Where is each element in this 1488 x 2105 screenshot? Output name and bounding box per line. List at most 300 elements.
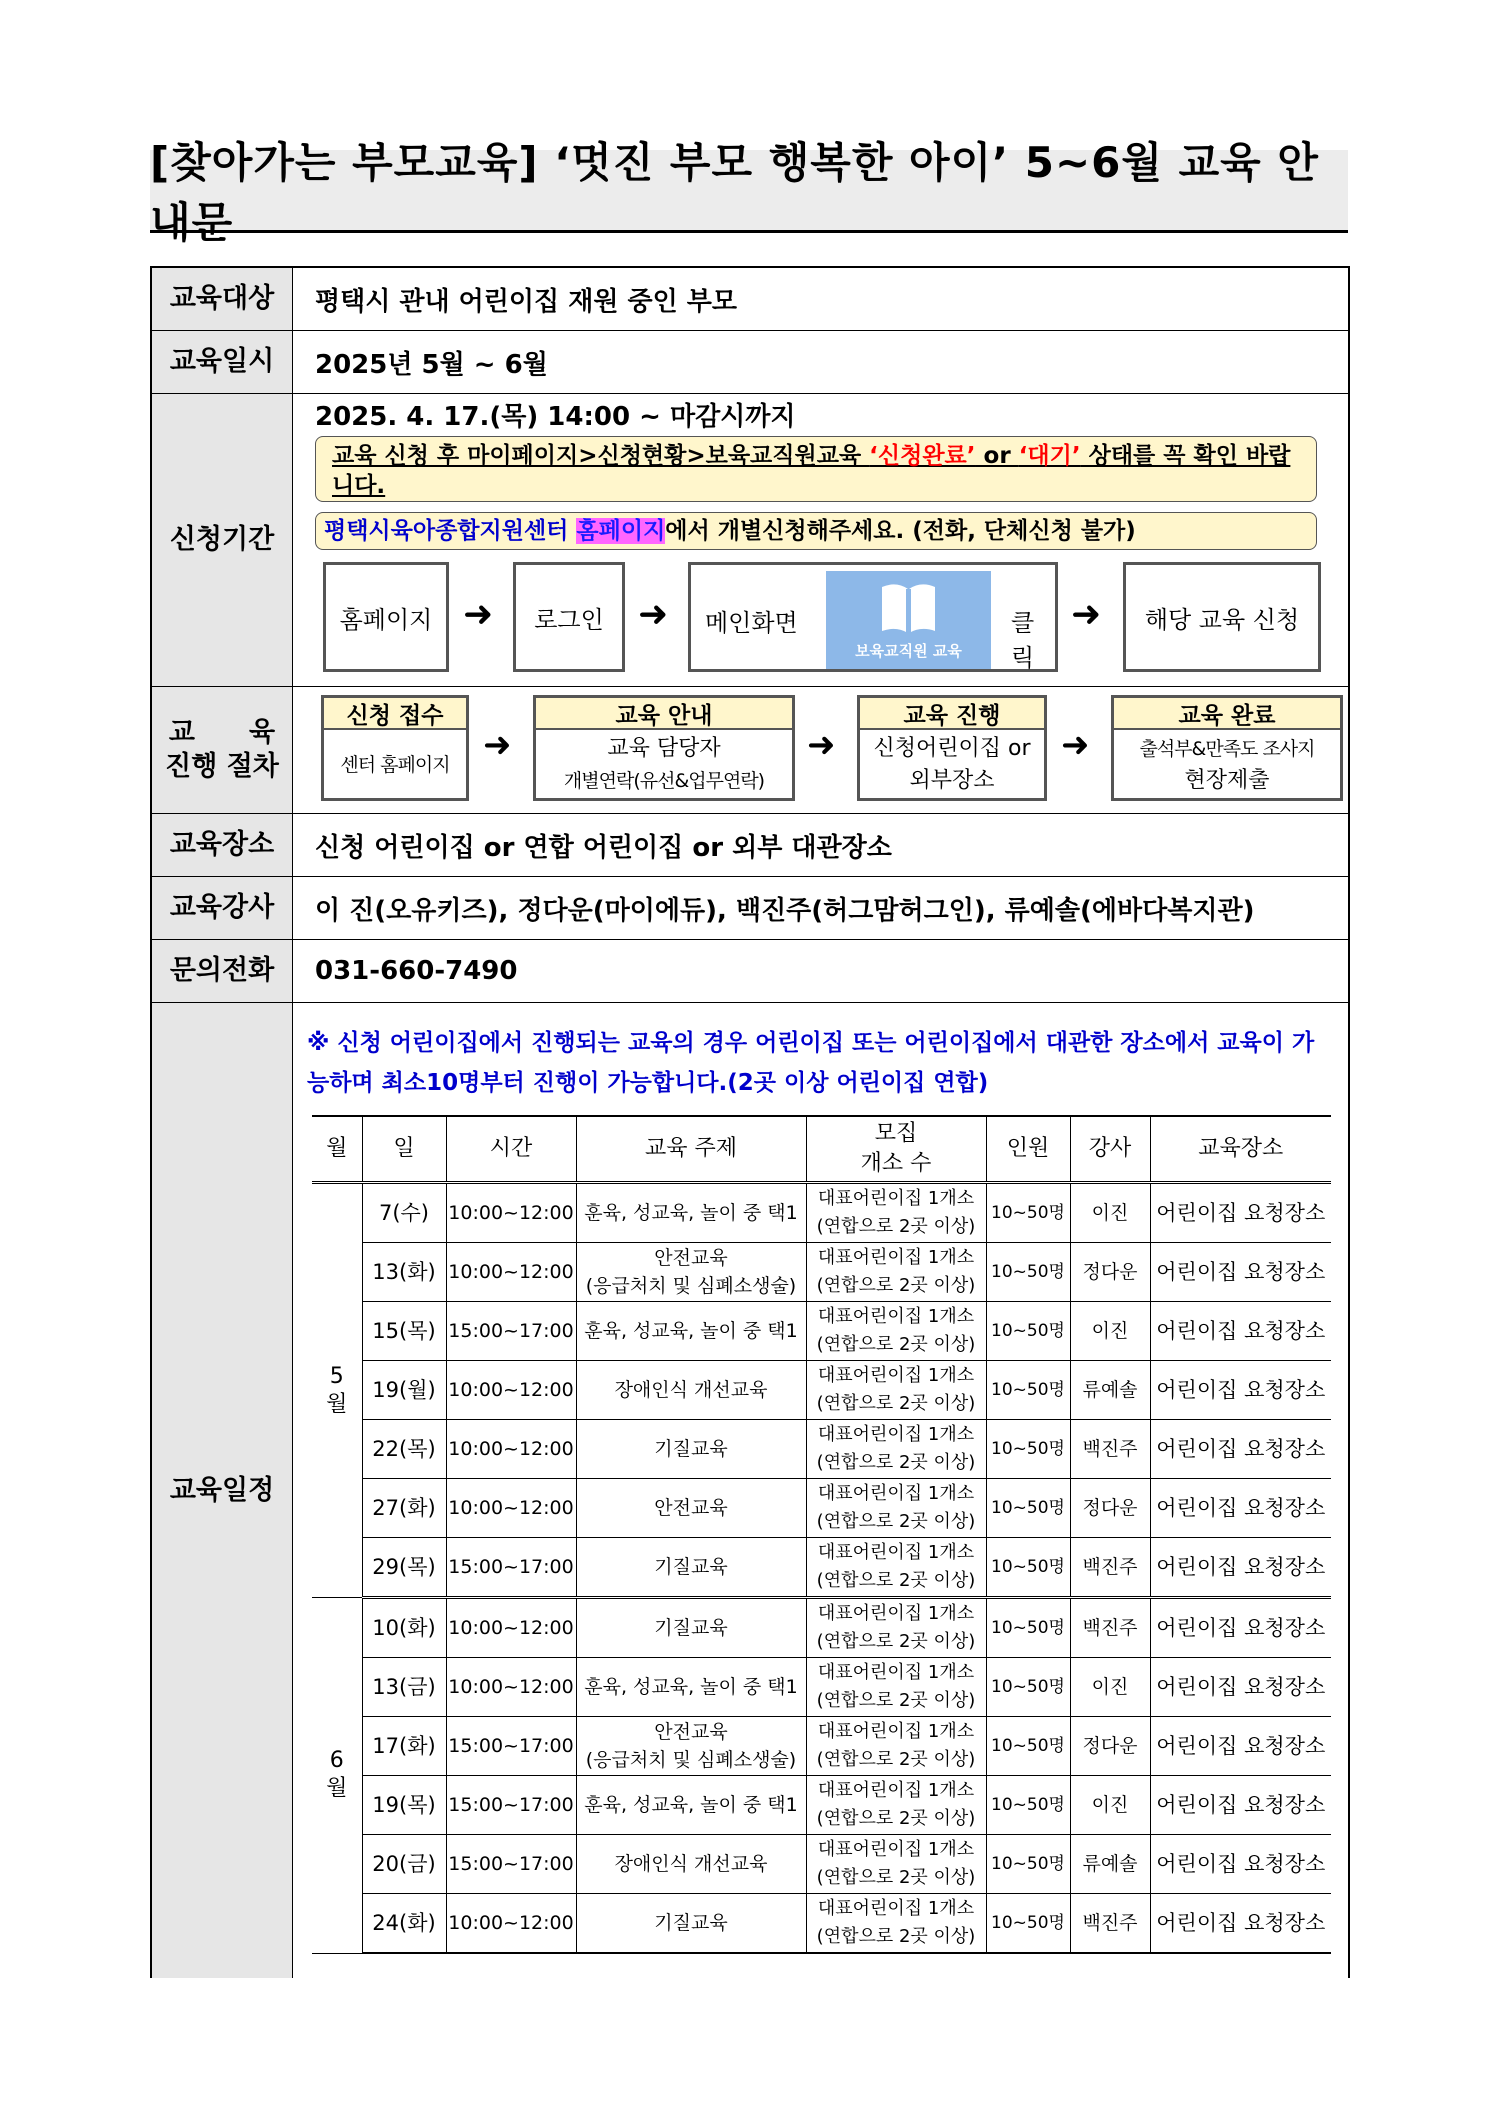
schedule-note: ※ 신청 어린이집에서 진행되는 교육의 경우 어린이집 또는 어린이집에서 대관한 장소에서 교육이 가능하며 최소10명부터 진행이 가능합니다.(2곳 이상 어린이집 연합) <box>307 1030 1315 1096</box>
schedule-row <box>312 1479 1331 1538</box>
notice-check-status <box>315 436 1317 502</box>
process-content <box>293 687 1348 813</box>
cell-time <box>446 1302 576 1361</box>
row-teacher <box>152 877 1348 940</box>
cell-recruit-text: (연합으로 2곳 이상) <box>816 1570 976 1591</box>
schedule-row <box>312 1183 1331 1243</box>
notice-individual-apply <box>315 512 1317 550</box>
cell-topic <box>576 1717 806 1776</box>
label-phone: 문의전화 <box>152 940 293 1002</box>
label-apply: 신청기간 <box>152 394 293 686</box>
cell-teacher-text: 이진 <box>1091 1794 1129 1816</box>
cell-day-text: 27(화) <box>372 1496 436 1520</box>
cell-topic-text: 기질교육 <box>654 1438 728 1460</box>
cell-people <box>986 1420 1070 1479</box>
cell-place-text: 어린이집 요청장소 <box>1156 1911 1326 1935</box>
arrow-right-icon: ➜ <box>463 594 494 635</box>
cell-people-text: 10~50명 <box>991 1321 1065 1341</box>
cell-teacher-text: 이진 <box>1091 1676 1129 1698</box>
cell-place <box>1150 1717 1331 1776</box>
cell-teacher-text: 백진주 <box>1082 1556 1138 1578</box>
cell-day-text: 19(월) <box>372 1378 436 1402</box>
cell-place-text: 어린이집 요청장소 <box>1156 1201 1326 1225</box>
cell-place <box>1150 1420 1331 1479</box>
cell-topic-text: 기질교육 <box>654 1556 728 1578</box>
header-recruit-line2: 개소 수 <box>860 1151 932 1176</box>
cell-recruit-text: (연합으로 2곳 이상) <box>816 1926 976 1947</box>
cell-recruit-text: 대표어린이집 1개소 <box>817 1306 975 1327</box>
process-step-3 <box>857 695 1047 801</box>
header-topic: 교육 주제 <box>576 1116 806 1183</box>
cell-day <box>362 1243 446 1302</box>
cell-teacher <box>1070 1479 1150 1538</box>
process-step-1 <box>321 695 469 801</box>
process-step-4-title: 교육 완료 <box>1114 698 1340 730</box>
cell-people <box>986 1361 1070 1420</box>
cell-topic-text: 안전교육 <box>654 1247 728 1269</box>
label-schedule: 교육일정 <box>152 1003 293 1978</box>
month-may <box>312 1183 362 1598</box>
step-apply-course <box>1123 562 1321 672</box>
cell-recruit <box>806 1183 986 1243</box>
cell-teacher-text: 정다운 <box>1082 1497 1138 1519</box>
cell-place <box>1150 1894 1331 1954</box>
title-text: [찾아가는 부모교육] ‘멋진 부모 행복한 아이’ 5~6월 교육 안내문 <box>150 138 1319 247</box>
process-step-1-title: 신청 접수 <box>324 698 466 730</box>
cell-teacher <box>1070 1894 1150 1954</box>
cell-people-text: 10~50명 <box>991 1677 1065 1697</box>
label-date: 교육일시 <box>152 331 293 393</box>
row-place <box>152 814 1348 877</box>
arrow-right-icon: ➜ <box>638 594 669 635</box>
cell-time-text: 15:00~17:00 <box>448 1794 574 1816</box>
cell-place-text: 어린이집 요청장소 <box>1156 1852 1326 1876</box>
cell-day <box>362 1598 446 1658</box>
cell-day-text: 19(목) <box>372 1793 436 1817</box>
schedule-row <box>312 1835 1331 1894</box>
cell-time <box>446 1479 576 1538</box>
cell-people <box>986 1776 1070 1835</box>
cell-people <box>986 1479 1070 1538</box>
header-teacher: 강사 <box>1070 1116 1150 1183</box>
step-login <box>513 562 625 672</box>
row-process <box>152 687 1348 814</box>
cell-place-text: 어린이집 요청장소 <box>1156 1437 1326 1461</box>
cell-place-text: 어린이집 요청장소 <box>1156 1319 1326 1343</box>
cell-people <box>986 1183 1070 1243</box>
cell-people-text: 10~50명 <box>991 1913 1065 1933</box>
cell-recruit-text: 대표어린이집 1개소 <box>817 1247 975 1268</box>
cell-recruit <box>806 1894 986 1954</box>
cell-recruit <box>806 1479 986 1538</box>
info-table <box>150 266 1350 1978</box>
cell-recruit <box>806 1538 986 1598</box>
cell-topic <box>576 1479 806 1538</box>
process-step-2-title: 교육 안내 <box>536 698 792 730</box>
cell-recruit <box>806 1243 986 1302</box>
cell-recruit-text: (연합으로 2곳 이상) <box>816 1867 976 1888</box>
cell-teacher <box>1070 1538 1150 1598</box>
cell-recruit-text: (연합으로 2곳 이상) <box>816 1690 976 1711</box>
cell-place <box>1150 1776 1331 1835</box>
header-day: 일 <box>362 1116 446 1183</box>
cell-teacher-text: 정다운 <box>1082 1735 1138 1757</box>
cell-day-text: 15(목) <box>372 1319 436 1343</box>
cell-day-text: 7(수) <box>378 1201 430 1225</box>
cell-place <box>1150 1538 1331 1598</box>
cell-day <box>362 1420 446 1479</box>
cell-people <box>986 1243 1070 1302</box>
cell-topic <box>576 1183 806 1243</box>
cell-time-text: 15:00~17:00 <box>448 1735 574 1757</box>
schedule-row <box>312 1776 1331 1835</box>
value-target: 평택시 관내 어린이집 재원 중인 부모 <box>315 286 737 317</box>
cell-topic-text: 안전교육 <box>654 1721 728 1743</box>
cell-recruit-text: (연합으로 2곳 이상) <box>816 1808 976 1829</box>
cell-topic-text: 장애인식 개선교육 <box>614 1379 768 1401</box>
cell-recruit-text: 대표어린이집 1개소 <box>817 1188 975 1209</box>
cell-time-text: 10:00~12:00 <box>448 1379 574 1401</box>
cell-place <box>1150 1302 1331 1361</box>
notice-text-post: 상태를 꼭 확인 바랍니다. <box>332 443 1291 499</box>
process-step-2-line1: 교육 담당자 <box>607 736 721 761</box>
schedule-content <box>293 1003 1349 1978</box>
header-people: 인원 <box>986 1116 1070 1183</box>
cell-recruit <box>806 1420 986 1479</box>
cell-topic <box>576 1598 806 1658</box>
cell-place-text: 어린이집 요청장소 <box>1156 1675 1326 1699</box>
cell-recruit-text: 대표어린이집 1개소 <box>817 1542 975 1563</box>
cell-day <box>362 1776 446 1835</box>
cell-topic <box>576 1243 806 1302</box>
cell-people <box>986 1302 1070 1361</box>
cell-place <box>1150 1598 1331 1658</box>
cell-people-text: 10~50명 <box>991 1795 1065 1815</box>
cell-time <box>446 1243 576 1302</box>
process-step-3-line1: 신청어린이집 or <box>873 736 1031 761</box>
cell-day <box>362 1302 446 1361</box>
cell-place-text: 어린이집 요청장소 <box>1156 1260 1326 1284</box>
value-phone: 031-660-7490 <box>315 956 518 986</box>
cell-topic-text: (응급처치 및 심폐소생술) <box>585 1275 797 1297</box>
process-step-2-line2: 개별연락(유선&업무연락) <box>563 770 765 792</box>
schedule-row <box>312 1894 1331 1954</box>
label-place: 교육장소 <box>152 814 293 876</box>
cell-topic-text: 훈육, 성교육, 놀이 중 택1 <box>584 1794 798 1816</box>
cell-time <box>446 1183 576 1243</box>
process-step-4-line2: 현장제출 <box>1184 768 1270 793</box>
notice2-mid: 에서 <box>665 518 718 544</box>
cell-recruit-text: (연합으로 2곳 이상) <box>816 1216 976 1237</box>
cell-topic-text: 훈육, 성교육, 놀이 중 택1 <box>584 1676 798 1698</box>
cell-recruit <box>806 1658 986 1717</box>
cell-time-text: 10:00~12:00 <box>448 1497 574 1519</box>
cell-time <box>446 1538 576 1598</box>
cell-topic-text: 기질교육 <box>654 1617 728 1639</box>
row-target <box>152 268 1348 331</box>
cell-teacher-text: 정다운 <box>1082 1261 1138 1283</box>
step-homepage <box>323 562 449 672</box>
schedule-row <box>312 1361 1331 1420</box>
row-phone <box>152 940 1348 1003</box>
cell-time-text: 10:00~12:00 <box>448 1617 574 1639</box>
value-date: 2025년 5월 ~ 6월 <box>315 349 548 380</box>
step-main-screen <box>688 562 1058 672</box>
cell-topic-text: (응급처치 및 심폐소생술) <box>585 1749 797 1771</box>
cell-teacher <box>1070 1598 1150 1658</box>
cell-time-text: 10:00~12:00 <box>448 1202 574 1224</box>
cell-place <box>1150 1183 1331 1243</box>
month-unit: 월 <box>326 1391 348 1417</box>
cell-day <box>362 1361 446 1420</box>
header-recruit <box>806 1116 986 1183</box>
label-process <box>152 687 293 813</box>
apply-content <box>293 394 1348 686</box>
center-name: 평택시육아종합지원센터 <box>324 518 569 544</box>
cell-day-text: 10(화) <box>372 1616 436 1640</box>
cell-time-text: 10:00~12:00 <box>448 1261 574 1283</box>
arrow-right-icon: ➜ <box>1071 594 1102 635</box>
cell-teacher-text: 백진주 <box>1082 1617 1138 1639</box>
step-login-label: 로그인 <box>534 605 604 634</box>
process-step-1-line1: 센터 홈페이지 <box>340 754 450 776</box>
cell-people <box>986 1658 1070 1717</box>
cell-place <box>1150 1658 1331 1717</box>
cell-time <box>446 1658 576 1717</box>
cell-people <box>986 1894 1070 1954</box>
step-main-label: 메인화면 <box>705 609 798 637</box>
cell-recruit <box>806 1776 986 1835</box>
cell-topic-text: 훈육, 성교육, 놀이 중 택1 <box>584 1202 798 1224</box>
header-month: 월 <box>312 1116 362 1183</box>
header-place: 교육장소 <box>1150 1116 1331 1183</box>
cell-time <box>446 1361 576 1420</box>
value-teacher: 이 진(오유키즈), 정다운(마이에듀), 백진주(허그맘허그인), 류예솔(에바다복지관) <box>315 895 1255 926</box>
cell-topic <box>576 1302 806 1361</box>
cell-topic <box>576 1658 806 1717</box>
cell-day-text: 22(목) <box>372 1437 436 1461</box>
cell-recruit-text: 대표어린이집 1개소 <box>817 1365 975 1386</box>
cell-teacher <box>1070 1717 1150 1776</box>
process-step-4-line1: 출석부&만족도 조사지 <box>1139 738 1315 760</box>
cell-time-text: 10:00~12:00 <box>448 1438 574 1460</box>
cell-day-text: 13(금) <box>372 1675 436 1699</box>
banner-label: 보육교직원 교육 <box>855 642 962 660</box>
cell-time <box>446 1717 576 1776</box>
row-apply <box>152 394 1348 687</box>
schedule-row <box>312 1302 1331 1361</box>
cell-recruit <box>806 1835 986 1894</box>
schedule-row <box>312 1420 1331 1479</box>
step-apply-label: 해당 교육 신청 <box>1144 605 1300 634</box>
cell-place-text: 어린이집 요청장소 <box>1156 1616 1326 1640</box>
cell-teacher-text: 류예솔 <box>1082 1379 1138 1401</box>
cell-topic-text: 장애인식 개선교육 <box>614 1853 768 1875</box>
schedule-row <box>312 1717 1331 1776</box>
status-wait: ‘대기’ <box>1018 443 1081 469</box>
cell-day <box>362 1894 446 1954</box>
schedule-row <box>312 1243 1331 1302</box>
cell-topic <box>576 1835 806 1894</box>
cell-day-text: 13(화) <box>372 1260 436 1284</box>
label-process-line1: 교 육 <box>168 717 276 749</box>
label-target: 교육대상 <box>152 268 293 330</box>
cell-topic <box>576 1538 806 1598</box>
cell-recruit-text: 대표어린이집 1개소 <box>817 1424 975 1445</box>
row-schedule <box>152 1003 1348 1978</box>
cell-teacher <box>1070 1361 1150 1420</box>
cell-topic-text: 안전교육 <box>654 1497 728 1519</box>
arrow-right-icon: ➜ <box>807 725 836 765</box>
process-step-4 <box>1111 695 1343 801</box>
header-time: 시간 <box>446 1116 576 1183</box>
month-unit: 월 <box>326 1776 348 1802</box>
cell-recruit-text: 대표어린이집 1개소 <box>817 1483 975 1504</box>
label-teacher: 교육강사 <box>152 877 293 939</box>
cell-teacher <box>1070 1183 1150 1243</box>
cell-recruit <box>806 1361 986 1420</box>
row-date <box>152 331 1348 394</box>
cell-people-text: 10~50명 <box>991 1557 1065 1577</box>
cell-people <box>986 1835 1070 1894</box>
cell-topic <box>576 1894 806 1954</box>
cell-teacher <box>1070 1776 1150 1835</box>
cell-topic-text: 훈육, 성교육, 놀이 중 택1 <box>584 1320 798 1342</box>
cell-recruit-text: (연합으로 2곳 이상) <box>816 1275 976 1296</box>
document-title <box>150 138 1348 247</box>
cell-day-text: 20(금) <box>372 1852 436 1876</box>
cell-day-text: 29(목) <box>372 1555 436 1579</box>
schedule-body <box>312 1183 1331 1954</box>
notice-text-pre: 교육 신청 후 마이페이지>신청현황>보육교직원교육 <box>332 443 870 469</box>
cell-people <box>986 1538 1070 1598</box>
cell-people-text: 10~50명 <box>991 1262 1065 1282</box>
schedule-header-row <box>312 1116 1331 1183</box>
header-recruit-line1: 모집 <box>874 1121 918 1146</box>
cell-day <box>362 1479 446 1538</box>
homepage-highlight: 홈페이지 <box>576 518 666 544</box>
month-number: 5 <box>329 1363 344 1389</box>
schedule-table <box>312 1115 1331 1954</box>
cell-recruit-text: 대표어린이집 1개소 <box>817 1839 975 1860</box>
notice-or: or <box>975 443 1019 469</box>
cell-recruit <box>806 1717 986 1776</box>
cell-day <box>362 1835 446 1894</box>
cell-time-text: 15:00~17:00 <box>448 1556 574 1578</box>
cell-recruit-text: (연합으로 2곳 이상) <box>816 1393 976 1414</box>
cell-teacher <box>1070 1420 1150 1479</box>
cell-people-text: 10~50명 <box>991 1736 1065 1756</box>
cell-time <box>446 1420 576 1479</box>
cell-recruit-text: 대표어린이집 1개소 <box>817 1780 975 1801</box>
cell-place-text: 어린이집 요청장소 <box>1156 1378 1326 1402</box>
cell-teacher <box>1070 1835 1150 1894</box>
cell-teacher-text: 이진 <box>1091 1202 1129 1224</box>
notice2-bold: 개별신청 <box>717 518 807 544</box>
cell-teacher-text: 백진주 <box>1082 1912 1138 1934</box>
schedule-row <box>312 1658 1331 1717</box>
cell-people <box>986 1598 1070 1658</box>
cell-place-text: 어린이집 요청장소 <box>1156 1555 1326 1579</box>
cell-people-text: 10~50명 <box>991 1618 1065 1638</box>
cell-day <box>362 1717 446 1776</box>
schedule-row <box>312 1598 1331 1658</box>
notice2-post: 해주세요. (전화, 단체신청 불가) <box>806 518 1136 544</box>
education-banner <box>826 571 991 669</box>
cell-teacher-text: 류예솔 <box>1082 1853 1138 1875</box>
step-click-label: 클릭 <box>1011 609 1035 672</box>
step-homepage-label: 홈페이지 <box>339 605 433 634</box>
value-place: 신청 어린이집 or 연합 어린이집 or 외부 대관장소 <box>315 832 892 863</box>
arrow-right-icon: ➜ <box>1061 725 1090 765</box>
cell-topic-text: 기질교육 <box>654 1912 728 1934</box>
cell-recruit-text: (연합으로 2곳 이상) <box>816 1334 976 1355</box>
cell-people-text: 10~50명 <box>991 1203 1065 1223</box>
cell-place-text: 어린이집 요청장소 <box>1156 1793 1326 1817</box>
cell-teacher-text: 이진 <box>1091 1320 1129 1342</box>
cell-day <box>362 1658 446 1717</box>
cell-day-text: 17(화) <box>372 1734 436 1758</box>
cell-time <box>446 1835 576 1894</box>
cell-people-text: 10~50명 <box>991 1854 1065 1874</box>
cell-place-text: 어린이집 요청장소 <box>1156 1496 1326 1520</box>
apply-period: 2025. 4. 17.(목) 14:00 ~ 마감시까지 <box>315 402 796 432</box>
process-step-3-title: 교육 진행 <box>860 698 1044 730</box>
cell-time-text: 10:00~12:00 <box>448 1676 574 1698</box>
cell-people-text: 10~50명 <box>991 1380 1065 1400</box>
cell-teacher <box>1070 1658 1150 1717</box>
cell-teacher <box>1070 1302 1150 1361</box>
cell-time-text: 10:00~12:00 <box>448 1912 574 1934</box>
cell-day <box>362 1183 446 1243</box>
process-step-3-line2: 외부장소 <box>909 768 995 793</box>
cell-topic <box>576 1776 806 1835</box>
cell-topic <box>576 1420 806 1479</box>
cell-place <box>1150 1243 1331 1302</box>
label-process-line2: 진행 절차 <box>165 751 279 782</box>
cell-day-text: 24(화) <box>372 1911 436 1935</box>
status-complete: ‘신청완료’ <box>869 443 976 469</box>
cell-time <box>446 1894 576 1954</box>
cell-place <box>1150 1479 1331 1538</box>
cell-recruit-text: (연합으로 2곳 이상) <box>816 1631 976 1652</box>
cell-recruit-text: 대표어린이집 1개소 <box>817 1721 975 1742</box>
cell-time-text: 15:00~17:00 <box>448 1320 574 1342</box>
month-june <box>312 1598 362 1954</box>
cell-place-text: 어린이집 요청장소 <box>1156 1734 1326 1758</box>
cell-people-text: 10~50명 <box>991 1498 1065 1518</box>
process-step-2 <box>533 695 795 801</box>
cell-time-text: 15:00~17:00 <box>448 1853 574 1875</box>
cell-place <box>1150 1361 1331 1420</box>
cell-people-text: 10~50명 <box>991 1439 1065 1459</box>
cell-topic <box>576 1361 806 1420</box>
schedule-row <box>312 1538 1331 1598</box>
cell-place <box>1150 1835 1331 1894</box>
month-number: 6 <box>329 1748 344 1774</box>
cell-recruit <box>806 1302 986 1361</box>
cell-recruit-text: (연합으로 2곳 이상) <box>816 1511 976 1532</box>
cell-recruit-text: (연합으로 2곳 이상) <box>816 1452 976 1473</box>
cell-teacher-text: 백진주 <box>1082 1438 1138 1460</box>
cell-recruit-text: (연합으로 2곳 이상) <box>816 1749 976 1770</box>
cell-teacher <box>1070 1243 1150 1302</box>
cell-recruit-text: 대표어린이집 1개소 <box>817 1898 975 1919</box>
cell-recruit-text: 대표어린이집 1개소 <box>817 1662 975 1683</box>
cell-recruit <box>806 1598 986 1658</box>
cell-time <box>446 1598 576 1658</box>
cell-day <box>362 1538 446 1598</box>
